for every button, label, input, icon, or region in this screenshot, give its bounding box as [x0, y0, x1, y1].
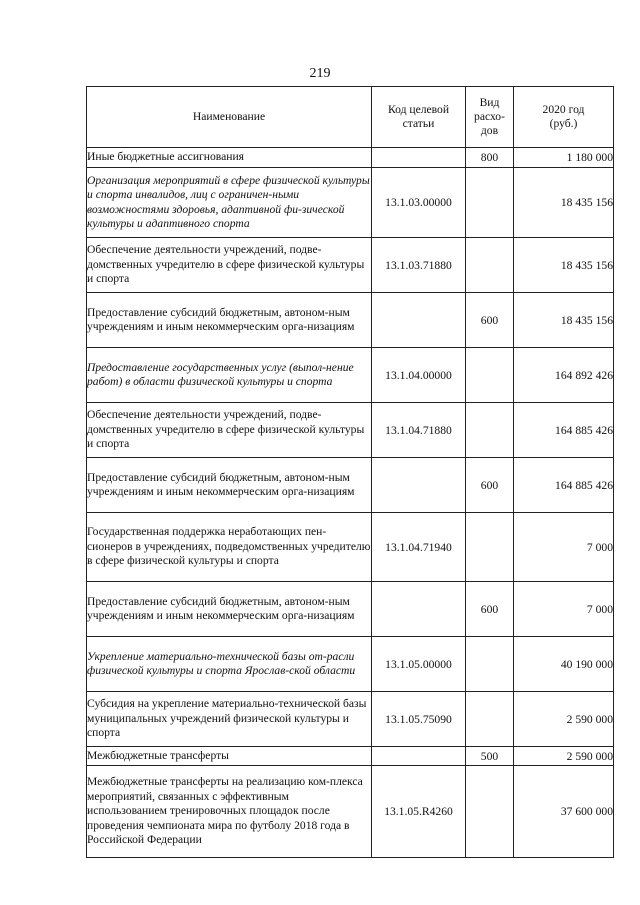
cell-type: [466, 238, 514, 293]
table-row: [87, 766, 614, 858]
cell-code: [372, 458, 466, 513]
page-number: 219: [309, 66, 331, 81]
cell-code: [372, 582, 466, 637]
cell-name: Межбюджетные трансферты на реализацию ком-плекса мероприятий, связанных с эффективным использованием тренировочных площадок после проведения чемпионата мира по футболу 2018 года в Российской Федерации: [87, 766, 372, 858]
table-row: [87, 582, 614, 637]
cell-amount: 7 000: [514, 513, 614, 582]
cell-code: 13.1.04.71940: [372, 513, 466, 582]
table-header-row: [87, 87, 614, 148]
cell-name: Организация мероприятий в сфере физической культуры и спорта инвалидов, лиц с ограничен-ными возможностями здоровья, адаптивной фи-зической культуры и адаптивного спорта: [87, 168, 372, 238]
cell-amount: 40 190 000: [514, 637, 614, 692]
cell-amount: 37 600 000: [514, 766, 614, 858]
header-amount: 2020 год (руб.): [514, 87, 614, 148]
table-row: [87, 513, 614, 582]
cell-amount: 164 885 426: [514, 458, 614, 513]
cell-amount: 7 000: [514, 582, 614, 637]
table-row: [87, 403, 614, 458]
cell-type: 600: [466, 293, 514, 348]
table-row: [87, 637, 614, 692]
cell-type: [466, 692, 514, 747]
cell-code: 13.1.03.71880: [372, 238, 466, 293]
cell-name: Государственная поддержка неработающих пен-сионеров в учреждениях, подведомственных учредителю в сфере физической культуры и спорта: [87, 513, 372, 582]
table-body: [87, 148, 614, 858]
cell-name: Предоставление государственных услуг (выпол-нение работ) в области физической культуры и спорта: [87, 348, 372, 403]
table-row: [87, 747, 614, 766]
cell-type: [466, 637, 514, 692]
cell-amount: 164 892 426: [514, 348, 614, 403]
cell-type: 600: [466, 582, 514, 637]
cell-type: [466, 168, 514, 238]
table-row: [87, 458, 614, 513]
cell-type: [466, 766, 514, 858]
table-row: [87, 238, 614, 293]
header-name: Наименование: [87, 87, 372, 148]
cell-type: [466, 403, 514, 458]
cell-code: [372, 293, 466, 348]
cell-name: Предоставление субсидий бюджетным, автоном-ным учреждениям и иным некоммерческим орга-низациям: [87, 582, 372, 637]
cell-type: 600: [466, 458, 514, 513]
cell-code: 13.1.03.00000: [372, 168, 466, 238]
cell-name: Предоставление субсидий бюджетным, автоном-ным учреждениям и иным некоммерческим орга-низациям: [87, 458, 372, 513]
cell-name: Субсидия на укрепление материально-технической базы муниципальных учреждений физической культуры и спорта: [87, 692, 372, 747]
header-code: Код целевой статьи: [372, 87, 466, 148]
cell-name: Межбюджетные трансферты: [87, 747, 372, 766]
cell-type: 500: [466, 747, 514, 766]
cell-name: Укрепление материально-технической базы от-расли физической культуры и спорта Ярослав-ской области: [87, 637, 372, 692]
cell-name: Обеспечение деятельности учреждений, подве-домственных учредителю в сфере физической культуры и спорта: [87, 403, 372, 458]
cell-name: Обеспечение деятельности учреждений, подве-домственных учредителю в сфере физической культуры и спорта: [87, 238, 372, 293]
cell-code: 13.1.05.00000: [372, 637, 466, 692]
cell-code: 13.1.04.00000: [372, 348, 466, 403]
cell-code: [372, 747, 466, 766]
cell-amount: 2 590 000: [514, 692, 614, 747]
cell-type: 800: [466, 148, 514, 168]
cell-amount: 18 435 156: [514, 168, 614, 238]
cell-name: Иные бюджетные ассигнования: [87, 148, 372, 168]
cell-code: [372, 148, 466, 168]
table-row: [87, 148, 614, 168]
table-row: [87, 168, 614, 238]
cell-type: [466, 513, 514, 582]
cell-amount: 1 180 000: [514, 148, 614, 168]
header-type: Вид расхо-дов: [466, 87, 514, 148]
table-row: [87, 293, 614, 348]
cell-code: 13.1.05.75090: [372, 692, 466, 747]
cell-amount: 18 435 156: [514, 238, 614, 293]
cell-code: 13.1.05.R4260: [372, 766, 466, 858]
cell-code: 13.1.04.71880: [372, 403, 466, 458]
cell-amount: 2 590 000: [514, 747, 614, 766]
table-row: [87, 348, 614, 403]
cell-name: Предоставление субсидий бюджетным, автоном-ным учреждениям и иным некоммерческим орга-низациям: [87, 293, 372, 348]
cell-amount: 164 885 426: [514, 403, 614, 458]
table-row: [87, 692, 614, 747]
cell-amount: 18 435 156: [514, 293, 614, 348]
cell-type: [466, 348, 514, 403]
budget-table: [86, 86, 614, 858]
